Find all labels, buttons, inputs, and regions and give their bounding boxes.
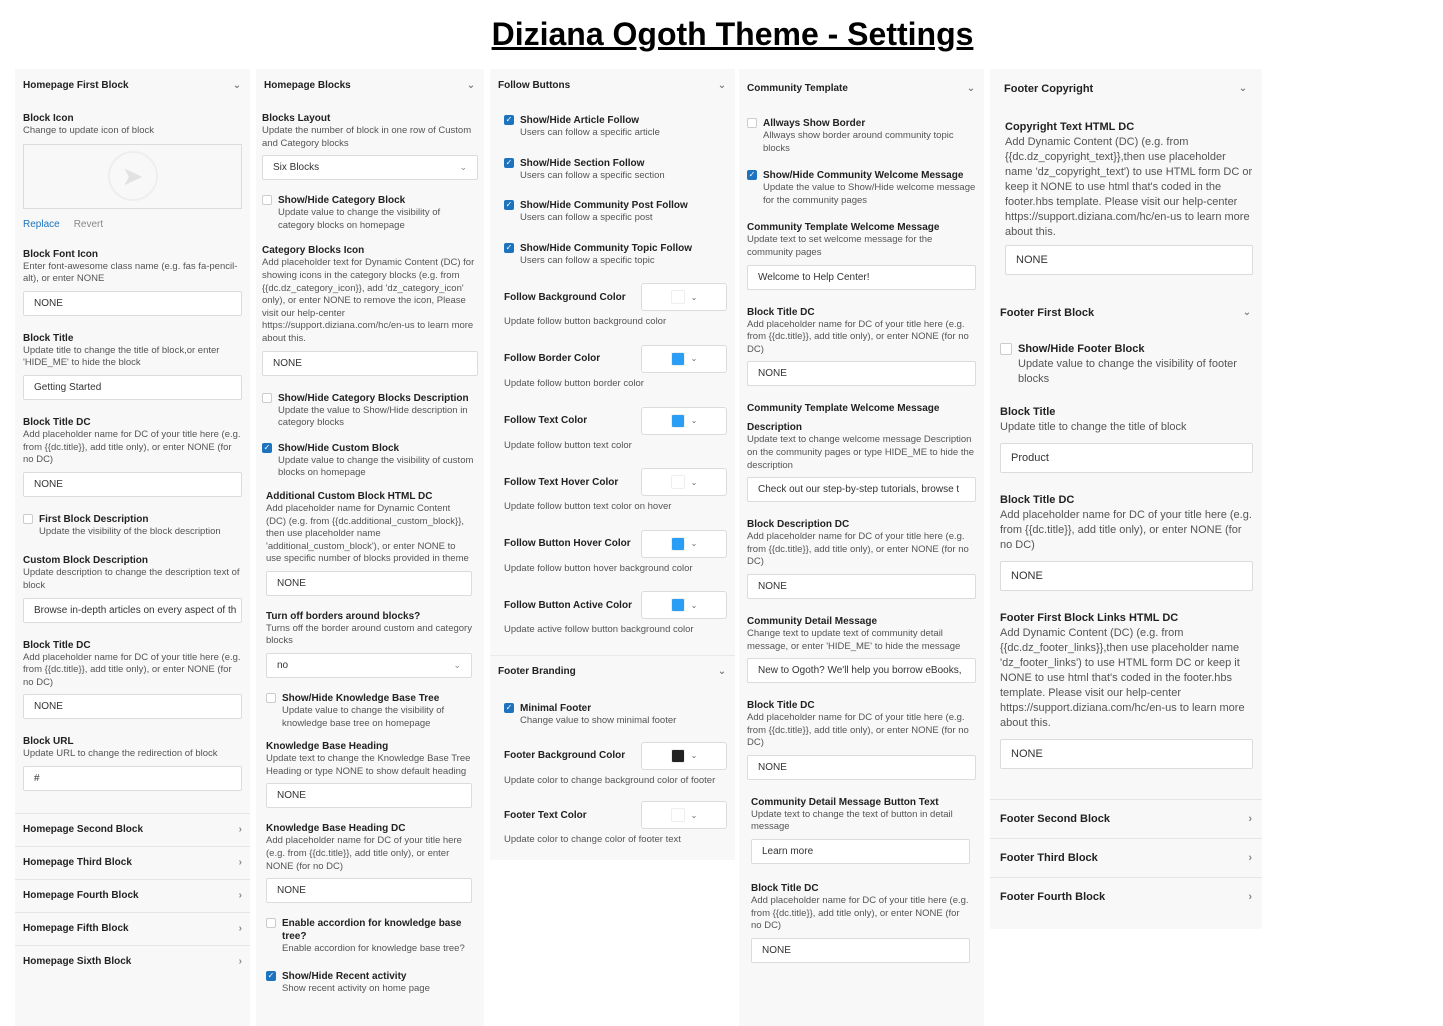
follow-text-color-picker[interactable] [641, 407, 727, 435]
kb-heading-label: Knowledge Base Heading [266, 741, 389, 753]
chevron-down-icon: ⌄ [690, 810, 698, 820]
category-description-desc: Update the value to Show/Hide description in category blocks [278, 404, 468, 429]
chevron-down-icon: ⌄ [1238, 83, 1248, 94]
copyright-text-label: Copyright Text HTML DC [1005, 121, 1135, 133]
follow-text-hover-color-desc: Update follow button text color on hover [504, 501, 672, 513]
section-title: Homepage First Block [23, 80, 129, 91]
article-follow-label: Show/Hide Article Follow [520, 115, 640, 126]
follow-button-active-color-picker[interactable] [641, 591, 727, 619]
section-follow-desc: Users can follow a specific section [520, 169, 665, 181]
chevron-right-icon: › [1248, 891, 1252, 903]
column-footer [990, 69, 1262, 929]
section-title: Footer Copyright [1004, 82, 1094, 95]
block-icon-desc: Change to update icon of block [23, 125, 154, 136]
chevron-down-icon: ⌄ [690, 477, 698, 487]
follow-button-active-color-label: Follow Button Active Color [504, 599, 632, 611]
block-title-label: Block Title [23, 332, 74, 344]
kb-heading-input[interactable]: NONE [266, 783, 472, 808]
block-title-dc-label: Block Title DC [747, 306, 815, 318]
color-swatch [671, 808, 685, 822]
follow-button-hover-color-picker[interactable] [641, 530, 727, 558]
block-title-dc2-desc: Add placeholder name for DC of your title here (e.g. from {{dc.title}}, add title only), or enter NONE (for no DC) [23, 651, 241, 688]
block-icon-image[interactable] [23, 144, 242, 209]
chevron-down-icon: ⌄ [453, 660, 461, 671]
follow-button-hover-color-label: Follow Button Hover Color [504, 538, 631, 550]
minimal-footer-desc: Change value to show minimal footer [520, 714, 677, 726]
chevron-down-icon: ⌄ [690, 751, 698, 761]
section-title: Homepage Second Block [23, 824, 144, 836]
section-title: Follow Buttons [498, 80, 571, 91]
color-swatch [671, 537, 685, 551]
welcome-message-toggle-desc: Update the value to Show/Hide welcome message for the community pages [763, 182, 976, 206]
category-block-checkbox[interactable] [262, 195, 272, 205]
selected-value: Six Blocks [273, 162, 320, 174]
recent-activity-label: Show/Hide Recent activity [282, 970, 407, 982]
chevron-down-icon: ⌄ [690, 354, 698, 364]
section-header-homepage-blocks[interactable] [256, 69, 484, 102]
footer-bg-color-picker[interactable] [641, 742, 727, 770]
blocks-layout-desc: Update the number of block in one row of Custom and Category blocks [262, 125, 472, 149]
button-text-desc: Update text to change the text of button in detail message [751, 808, 953, 833]
accordion-desc: Enable accordion for knowledge base tree? [282, 943, 465, 955]
section-footer-second-block[interactable] [990, 799, 1262, 838]
follow-bg-color-picker[interactable] [641, 283, 727, 311]
section-header-footer-first-block[interactable] [990, 293, 1262, 332]
topic-follow-desc: Users can follow a specific topic [520, 254, 655, 266]
block-description-dc-desc: Add placeholder name for DC of your title here (e.g. from {{dc.title}}, add title only), or enter NONE (for no DC) [747, 531, 969, 568]
chevron-down-icon: ⌄ [966, 82, 976, 94]
chevron-right-icon: › [238, 890, 242, 902]
custom-description-desc: Update description to change the description text of block [23, 567, 240, 591]
block-title-dc2-input[interactable]: NONE [747, 755, 976, 780]
kb-heading-desc: Update text to change the Knowledge Base Tree Heading or type NONE to show default heading [266, 753, 471, 777]
section-header-homepage-first-block[interactable] [15, 69, 250, 102]
follow-text-hover-color-picker[interactable] [641, 468, 727, 496]
chevron-right-icon: › [238, 857, 242, 869]
column-community-template [739, 69, 984, 1026]
column-homepage-blocks [256, 69, 484, 1026]
block-url-desc: Update URL to change the redirection of block [23, 748, 218, 760]
section-title: Homepage Fifth Block [23, 923, 129, 935]
welcome-message-checkbox[interactable]: ✓ [748, 170, 756, 180]
blocks-layout-label: Blocks Layout [262, 113, 331, 124]
blocks-layout-select[interactable] [262, 155, 478, 180]
detail-message-desc: Change text to update text of community detail message, or enter 'HIDE_ME' to hide the message [747, 627, 961, 652]
recent-activity-desc: Show recent activity on home page [282, 982, 430, 994]
post-follow-checkbox[interactable]: ✓ [505, 200, 513, 210]
follow-text-color-label: Follow Text Color [504, 415, 588, 427]
font-icon-label: Block Font Icon [23, 248, 98, 260]
welcome-message-input[interactable]: Welcome to Help Center! [747, 265, 976, 290]
block-title-dc3-label: Block Title DC [751, 883, 819, 895]
block-description-dc-label: Block Description DC [747, 519, 850, 531]
category-description-label: Show/Hide Category Blocks Description [278, 392, 469, 404]
paper-plane-icon: ➤ [108, 151, 158, 201]
chevron-right-icon: › [238, 923, 242, 935]
minimal-footer-label: Minimal Footer [520, 702, 592, 714]
custom-block-label: Show/Hide Custom Block [278, 442, 400, 454]
additional-custom-label: Additional Custom Block HTML DC [266, 490, 433, 502]
article-follow-desc: Users can follow a specific article [520, 127, 660, 138]
post-follow-label: Show/Hide Community Post Follow [520, 200, 688, 212]
block-title-dc-desc: Add placeholder name for DC of your title here (e.g. from {{dc.title}}, add title only), or enter NONE (for no DC) [23, 428, 241, 466]
section-title: Homepage Fourth Block [23, 890, 139, 902]
block-title-dc-input[interactable]: NONE [747, 361, 976, 386]
footer-links-desc: Add Dynamic Content (DC) (e.g. from {{dc.dz_footer_links}},then use placeholder name 'dz_footer_links') to use HTML form DC or keep it NONE to use html that's coded in the footer.hbs template. Please visit our help-center https://support.diziana.com/hc/en-us to learn more about this. [1000, 627, 1245, 729]
follow-border-color-picker[interactable] [641, 345, 727, 373]
block-title-dc3-desc: Add placeholder name for DC of your title here (e.g. from {{dc.title}}, add title only), or enter NONE (for no DC) [751, 895, 969, 932]
welcome-description-input[interactable]: Check out our step-by-step tutorials, browse t [747, 477, 976, 502]
follow-button-active-color-desc: Update active follow button background color [504, 624, 694, 636]
block-title-dc2-input[interactable]: NONE [23, 694, 242, 719]
section-follow-label: Show/Hide Section Follow [520, 157, 645, 169]
font-icon-input[interactable]: NONE [23, 291, 242, 316]
column-follow-buttons [490, 69, 735, 860]
block-title-dc-label: Block Title DC [23, 416, 91, 428]
color-swatch [671, 414, 685, 428]
chevron-down-icon: ⌄ [459, 162, 467, 173]
block-title-dc2-label: Block Title DC [23, 639, 91, 651]
kb-heading-dc-label: Knowledge Base Heading DC [266, 823, 406, 835]
section-title: Homepage Sixth Block [23, 956, 132, 968]
welcome-description-label-2: Description [747, 422, 803, 434]
additional-custom-desc: Add placeholder name for Dynamic Content (DC) (e.g. from {{dc.additional_custom_block}}, then use placeholder name 'additional_custom_block'), or enter NONE to use specific number of blocks provided in theme [266, 502, 469, 565]
footer-text-color-label: Footer Text Color [504, 809, 587, 821]
section-homepage-sixth-block[interactable] [15, 945, 250, 978]
block-title-dc3-input[interactable]: NONE [751, 938, 970, 963]
detail-message-input[interactable]: New to Ogoth? We'll help you borrow eBooks, [747, 658, 976, 683]
follow-text-color-desc: Update follow button text color [504, 439, 632, 451]
detail-message-label: Community Detail Message [747, 615, 878, 627]
replace-link[interactable]: Replace [23, 218, 60, 230]
section-title: Footer Second Block [1000, 813, 1111, 825]
footer-block-desc: Update value to change the visibility of footer blocks [1018, 358, 1237, 385]
chevron-down-icon: ⌄ [1242, 307, 1252, 318]
page-title: Diziana Ogoth Theme - Settings [491, 16, 974, 52]
chevron-down-icon: ⌄ [232, 80, 242, 91]
color-swatch [671, 749, 685, 763]
kb-tree-label: Show/Hide Knowledge Base Tree [282, 693, 440, 705]
color-swatch [671, 290, 685, 304]
welcome-description-label: Community Template Welcome Message [747, 403, 940, 415]
chevron-right-icon: › [1248, 852, 1252, 864]
additional-custom-input[interactable]: NONE [266, 571, 472, 596]
footer-block-label: Show/Hide Footer Block [1018, 343, 1145, 355]
always-show-border-label: Allways Show Border [763, 118, 866, 129]
color-swatch [671, 598, 685, 612]
follow-button-hover-color-desc: Update follow button hover background color [504, 562, 693, 574]
section-homepage-second-block[interactable] [15, 813, 250, 846]
kb-tree-desc: Update value to change the visibility of knowledge base tree on homepage [282, 705, 445, 729]
accordion-checkbox[interactable] [266, 918, 276, 928]
category-icon-label: Category Blocks Icon [262, 245, 365, 257]
section-title: Footer Third Block [1000, 852, 1098, 864]
block-url-label: Block URL [23, 736, 74, 748]
color-swatch [671, 352, 685, 366]
follow-text-hover-color-label: Follow Text Hover Color [504, 476, 619, 488]
welcome-message-toggle-label: Show/Hide Community Welcome Message [763, 170, 964, 182]
footer-text-color-picker[interactable] [641, 801, 727, 829]
selected-value: no [277, 660, 289, 672]
kb-heading-dc-desc: Add placeholder name for DC of your title here (e.g. from {{dc.title}}, add title only), or enter NONE (for no DC) [266, 835, 462, 872]
button-text-input[interactable]: Learn more [751, 839, 970, 864]
category-description-checkbox[interactable] [262, 393, 272, 403]
welcome-message-desc: Update text to set welcome message for the community pages [747, 234, 933, 258]
custom-description-label: Custom Block Description [23, 555, 149, 567]
section-follow-checkbox[interactable]: ✓ [505, 157, 513, 167]
category-icon-input[interactable]: NONE [262, 351, 478, 376]
follow-bg-color-label: Follow Background Color [504, 291, 626, 303]
footer-block-checkbox[interactable] [1000, 343, 1012, 355]
first-block-description-label: First Block Description [39, 513, 149, 525]
footer-block-title-desc: Update title to change the title of block [1000, 421, 1187, 433]
custom-description-input[interactable]: Browse in-depth articles on every aspect of th [23, 598, 242, 623]
section-homepage-third-block[interactable] [15, 846, 250, 879]
block-title-dc-desc: Add placeholder name for DC of your title here (e.g. from {{dc.title}}, add title only), or enter NONE (for no DC) [747, 318, 969, 355]
footer-links-input[interactable]: NONE [1000, 739, 1253, 769]
section-footer-fourth-block[interactable] [990, 877, 1262, 916]
copyright-text-input[interactable]: NONE [1005, 245, 1253, 275]
follow-bg-color-desc: Update follow button background color [504, 316, 667, 328]
first-block-description-desc: Update the visibility of the block description [39, 525, 221, 537]
minimal-footer-checkbox[interactable]: ✓ [505, 702, 513, 712]
color-swatch [671, 475, 685, 489]
chevron-down-icon: ⌄ [690, 292, 698, 302]
accordion-label: Enable accordion for knowledge base tree? [282, 918, 462, 943]
follow-border-color-desc: Update follow button border color [504, 377, 644, 389]
section-title: Footer Branding [498, 666, 576, 678]
copyright-text-desc: Add Dynamic Content (DC) (e.g. from {{dc.dz_copyright_text}},then use placeholder name 'dz_copyright_text') to use HTML form DC or keep it NONE to use html that's coded in the footer.hbs template. Please visit our help-center https://support.diziana.com/hc/en-us to learn more about this. [1005, 136, 1253, 238]
section-title: Homepage Third Block [23, 857, 132, 869]
section-header-footer-branding[interactable] [490, 655, 735, 688]
kb-heading-dc-input[interactable]: NONE [266, 878, 472, 903]
section-homepage-fourth-block[interactable] [15, 879, 250, 912]
category-block-desc: Update value to change the visibility of category blocks on homepage [278, 207, 441, 231]
borders-select[interactable] [266, 653, 472, 678]
section-title: Homepage Blocks [264, 80, 351, 91]
kb-tree-checkbox[interactable] [266, 693, 276, 703]
section-title: Community Template [747, 82, 848, 94]
recent-activity-checkbox[interactable]: ✓ [267, 970, 275, 980]
category-block-label: Show/Hide Category Block [278, 195, 406, 207]
chevron-down-icon: ⌄ [690, 600, 698, 610]
block-icon-label: Block Icon [23, 113, 74, 124]
chevron-down-icon: ⌄ [717, 666, 727, 678]
block-title-dc-input[interactable]: NONE [23, 472, 242, 497]
block-title-dc2-desc: Add placeholder name for DC of your title here (e.g. from {{dc.title}}, add title only), or enter NONE (for no DC) [747, 712, 969, 749]
section-header-follow-buttons[interactable] [490, 69, 735, 102]
section-header-footer-copyright[interactable] [990, 69, 1262, 108]
topic-follow-label: Show/Hide Community Topic Follow [520, 242, 693, 254]
footer-block-title-dc-label: Block Title DC [1000, 494, 1075, 506]
borders-desc: Turns off the border around custom and category blocks [266, 622, 472, 647]
chevron-down-icon: ⌄ [690, 416, 698, 426]
footer-bg-color-label: Footer Background Color [504, 750, 626, 762]
block-title-input[interactable]: Getting Started [23, 375, 242, 400]
column-homepage-first-block [15, 69, 250, 1026]
button-text-label: Community Detail Message Button Text [751, 796, 939, 808]
footer-block-title-dc-desc: Add placeholder name for DC of your title here (e.g. from {{dc.title}}, add title only), or enter NONE (for no DC) [1000, 509, 1252, 551]
section-footer-third-block[interactable] [990, 838, 1262, 877]
section-homepage-fifth-block[interactable] [15, 912, 250, 945]
revert-link[interactable]: Revert [73, 218, 104, 230]
post-follow-desc: Users can follow a specific post [520, 212, 653, 224]
chevron-down-icon: ⌄ [466, 80, 476, 91]
section-title: Footer Fourth Block [1000, 891, 1106, 903]
custom-block-desc: Update value to change the visibility of custom blocks on homepage [278, 454, 474, 479]
article-follow-checkbox[interactable]: ✓ [505, 115, 513, 124]
topic-follow-checkbox[interactable]: ✓ [505, 242, 513, 252]
chevron-down-icon: ⌄ [690, 539, 698, 549]
block-description-dc-input[interactable]: NONE [747, 574, 976, 599]
block-title-dc2-label: Block Title DC [747, 700, 815, 712]
footer-bg-color-desc: Update color to change background color of footer [504, 774, 716, 786]
custom-block-checkbox[interactable]: ✓ [263, 442, 271, 452]
follow-border-color-label: Follow Border Color [504, 353, 601, 365]
first-block-description-checkbox[interactable] [23, 514, 33, 524]
block-url-input[interactable]: # [23, 766, 242, 791]
section-header-community-template[interactable] [739, 69, 984, 107]
always-show-border-desc: Allways show border around community topic blocks [763, 130, 954, 154]
block-title-desc: Update title to change the title of block,or enter 'HIDE_ME' to hide the block [23, 344, 220, 369]
footer-block-title-input[interactable]: Product [1000, 443, 1253, 473]
chevron-right-icon: › [238, 824, 242, 836]
section-title: Footer First Block [1000, 306, 1095, 319]
footer-links-label: Footer First Block Links HTML DC [1000, 612, 1179, 624]
welcome-message-label: Community Template Welcome Message [747, 222, 940, 234]
always-show-border-checkbox[interactable] [747, 118, 757, 128]
borders-label: Turn off borders around blocks? [266, 610, 421, 622]
footer-text-color-desc: Update color to change color of footer text [504, 834, 681, 846]
chevron-right-icon: › [238, 956, 242, 968]
category-icon-desc: Add placeholder text for Dynamic Content (DC) for showing icons in the category blocks (e.g. from {{dc.dz_category_icon}}, add 'dz_category_icon' only), or enter NONE to remove the icon, Please visit our help-center https://support.diziana.com/hc/en-us to learn more about this. [262, 257, 475, 344]
chevron-right-icon: › [1248, 813, 1252, 825]
footer-block-title-dc-input[interactable]: NONE [1000, 561, 1253, 591]
welcome-description-desc: Update text to change welcome message Description on the community pages or type HIDE_ME to hide the description [747, 434, 975, 471]
font-icon-desc: Enter font-awesome class name (e.g. fas fa-pencil-alt), or enter NONE [23, 260, 238, 285]
chevron-down-icon: ⌄ [717, 80, 727, 91]
footer-block-title-label: Block Title [1000, 406, 1056, 418]
